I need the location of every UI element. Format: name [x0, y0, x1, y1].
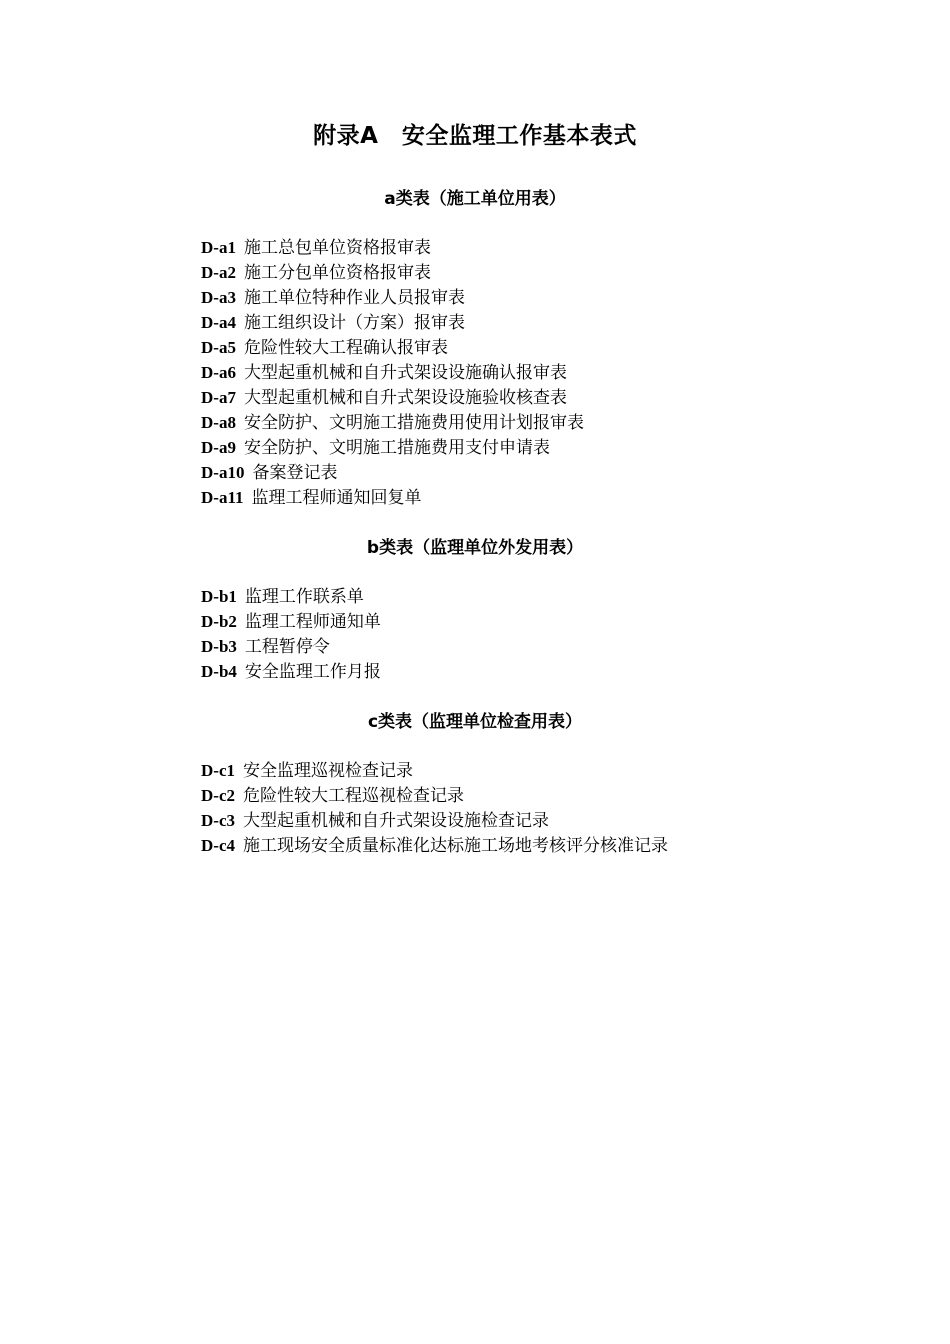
form-title: 危险性较大工程确认报审表: [243, 338, 448, 358]
list-item: [201, 460, 584, 485]
list-item: [201, 584, 381, 609]
list-item: [201, 485, 584, 510]
form-code: D-a9: [201, 438, 236, 457]
form-title: 监理工程师通知回复单: [251, 488, 422, 508]
form-code: D-a11: [201, 488, 244, 507]
list-item: [201, 833, 668, 858]
form-code: D-a10: [201, 463, 245, 482]
list-item: [201, 310, 584, 335]
form-code: D-c3: [201, 811, 235, 830]
form-title: 监理工作联系单: [244, 587, 364, 607]
list-item: [201, 659, 381, 684]
form-title: 大型起重机械和自升式架设设施验收核查表: [243, 388, 567, 408]
form-title: 大型起重机械和自升式架设设施确认报审表: [243, 363, 567, 383]
form-code: D-a1: [201, 238, 236, 257]
list-item: [201, 435, 584, 460]
form-code: D-c1: [201, 761, 235, 780]
form-title: 施工组织设计（方案）报审表: [243, 313, 465, 333]
form-code: D-b4: [201, 662, 237, 681]
form-title: 监理工程师通知单: [244, 612, 381, 632]
section-list-b: [201, 584, 381, 684]
form-code: D-a6: [201, 363, 236, 382]
form-code: D-c2: [201, 786, 235, 805]
list-item: [201, 385, 584, 410]
list-item: [201, 285, 584, 310]
page-title: 附录A 安全监理工作基本表式: [313, 123, 637, 149]
form-code: D-a3: [201, 288, 236, 307]
list-item: [201, 335, 584, 360]
list-item: [201, 808, 668, 833]
form-code: D-b1: [201, 587, 237, 606]
form-title: 危险性较大工程巡视检查记录: [242, 786, 464, 806]
form-title: 施工单位特种作业人员报审表: [243, 288, 465, 308]
section-heading-b: b类表（监理单位外发用表）: [366, 538, 584, 558]
form-code: D-c4: [201, 836, 235, 855]
list-item: [201, 235, 584, 260]
form-code: D-b2: [201, 612, 237, 631]
form-code: D-a8: [201, 413, 236, 432]
form-title: 大型起重机械和自升式架设设施检查记录: [242, 811, 549, 831]
list-item: [201, 360, 584, 385]
list-item: [201, 758, 668, 783]
form-code: D-a2: [201, 263, 236, 282]
form-code: D-a7: [201, 388, 236, 407]
form-title: 施工总包单位资格报审表: [243, 238, 431, 258]
form-title: 安全防护、文明施工措施费用支付申请表: [243, 438, 550, 458]
list-item: [201, 609, 381, 634]
form-title: 安全监理巡视检查记录: [242, 761, 413, 781]
form-code: D-b3: [201, 637, 237, 656]
section-list-c: [201, 758, 668, 858]
section-list-a: [201, 235, 584, 510]
list-item: [201, 634, 381, 659]
form-code: D-a5: [201, 338, 236, 357]
section-heading-c: c类表（监理单位检查用表）: [367, 712, 583, 732]
section-heading-a: a类表（施工单位用表）: [384, 189, 566, 209]
list-item: [201, 410, 584, 435]
form-code: D-a4: [201, 313, 236, 332]
form-title: 施工现场安全质量标准化达标施工场地考核评分核准记录: [242, 836, 668, 856]
form-title: 备案登记表: [252, 463, 338, 483]
form-title: 施工分包单位资格报审表: [243, 263, 431, 283]
form-title: 安全监理工作月报: [244, 662, 381, 682]
form-title: 工程暂停令: [244, 637, 330, 657]
list-item: [201, 783, 668, 808]
form-title: 安全防护、文明施工措施费用使用计划报审表: [243, 413, 584, 433]
list-item: [201, 260, 584, 285]
